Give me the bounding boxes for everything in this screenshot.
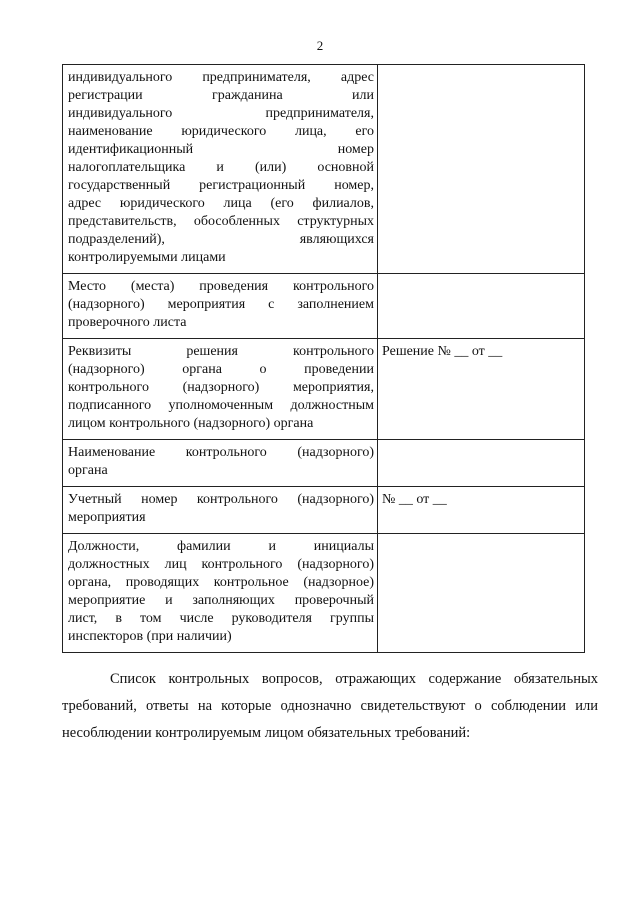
control-questions-intro	[62, 666, 598, 747]
value-cell-decision-details[interactable]: Решение № __ от __	[378, 339, 585, 440]
label-line: подразделений), являющихся	[68, 232, 374, 247]
label-line: проверочного листа	[68, 315, 187, 330]
label-line: регистрации гражданина или	[68, 88, 374, 103]
label-line: индивидуального предпринимателя, адрес	[68, 70, 374, 85]
table-row	[63, 339, 585, 440]
label-line: лицом контрольного (надзорного) органа	[68, 416, 314, 431]
inspection-details-table	[62, 64, 585, 653]
table-row	[63, 65, 585, 274]
label-line: мероприятие и заполняющих проверочный	[68, 593, 374, 608]
label-line: представительств, обособленных структурных	[68, 214, 374, 229]
label-line: индивидуального предпринимателя,	[68, 106, 374, 121]
table-row	[63, 487, 585, 534]
row-label-controlled-persons	[63, 65, 378, 274]
value-cell-location[interactable]	[378, 274, 585, 339]
row-label-registration-number	[63, 487, 378, 534]
label-line: идентификационный номер	[68, 142, 374, 157]
label-line: Наименование контрольного (надзорного)	[68, 445, 374, 460]
label-line: Реквизиты решения контрольного	[68, 344, 374, 359]
label-line: лист, в том числе руководителя группы	[68, 611, 374, 626]
row-label-location	[63, 274, 378, 339]
label-line: государственный регистрационный номер,	[68, 178, 374, 193]
label-line: (надзорного) органа о проведении	[68, 362, 374, 377]
value-cell-authority-name[interactable]	[378, 440, 585, 487]
paragraph-line: требований, ответы на которые однозначно свидетельствуют о соблюдении или	[62, 698, 598, 714]
label-line: налогоплательщика и (или) основной	[68, 160, 374, 175]
label-line: наименование юридического лица, его	[68, 124, 374, 139]
row-label-officials	[63, 534, 378, 653]
table-row	[63, 274, 585, 339]
label-line: органа	[68, 463, 108, 478]
label-line: контролируемыми лицами	[68, 250, 226, 265]
value-cell-officials[interactable]	[378, 534, 585, 653]
row-label-authority-name	[63, 440, 378, 487]
value-cell-controlled-persons[interactable]	[378, 65, 585, 274]
row-label-decision-details	[63, 339, 378, 440]
label-line: инспекторов (при наличии)	[68, 629, 232, 644]
label-line: адрес юридического лица (его филиалов,	[68, 196, 374, 211]
label-line: органа, проводящих контрольное (надзорное)	[68, 575, 374, 590]
label-line: мероприятия	[68, 510, 146, 525]
label-line: контрольного (надзорного) мероприятия,	[68, 380, 374, 395]
paragraph-line: Список контрольных вопросов, отражающих содержание обязательных	[110, 671, 598, 687]
table-row	[63, 534, 585, 653]
label-line: Должности, фамилии и инициалы	[68, 539, 374, 554]
page-number: 2	[316, 38, 324, 53]
label-line: подписанного уполномоченным должностным	[68, 398, 374, 413]
paragraph-line: несоблюдении контролируемым лицом обязательных требований:	[62, 725, 471, 741]
label-line: Учетный номер контрольного (надзорного)	[68, 492, 374, 507]
value-cell-registration-number[interactable]: № __ от __	[378, 487, 585, 534]
label-line: (надзорного) мероприятия с заполнением	[68, 297, 374, 312]
table-row	[63, 440, 585, 487]
label-line: Место (места) проведения контрольного	[68, 279, 374, 294]
label-line: должностных лиц контрольного (надзорного)	[68, 557, 374, 572]
